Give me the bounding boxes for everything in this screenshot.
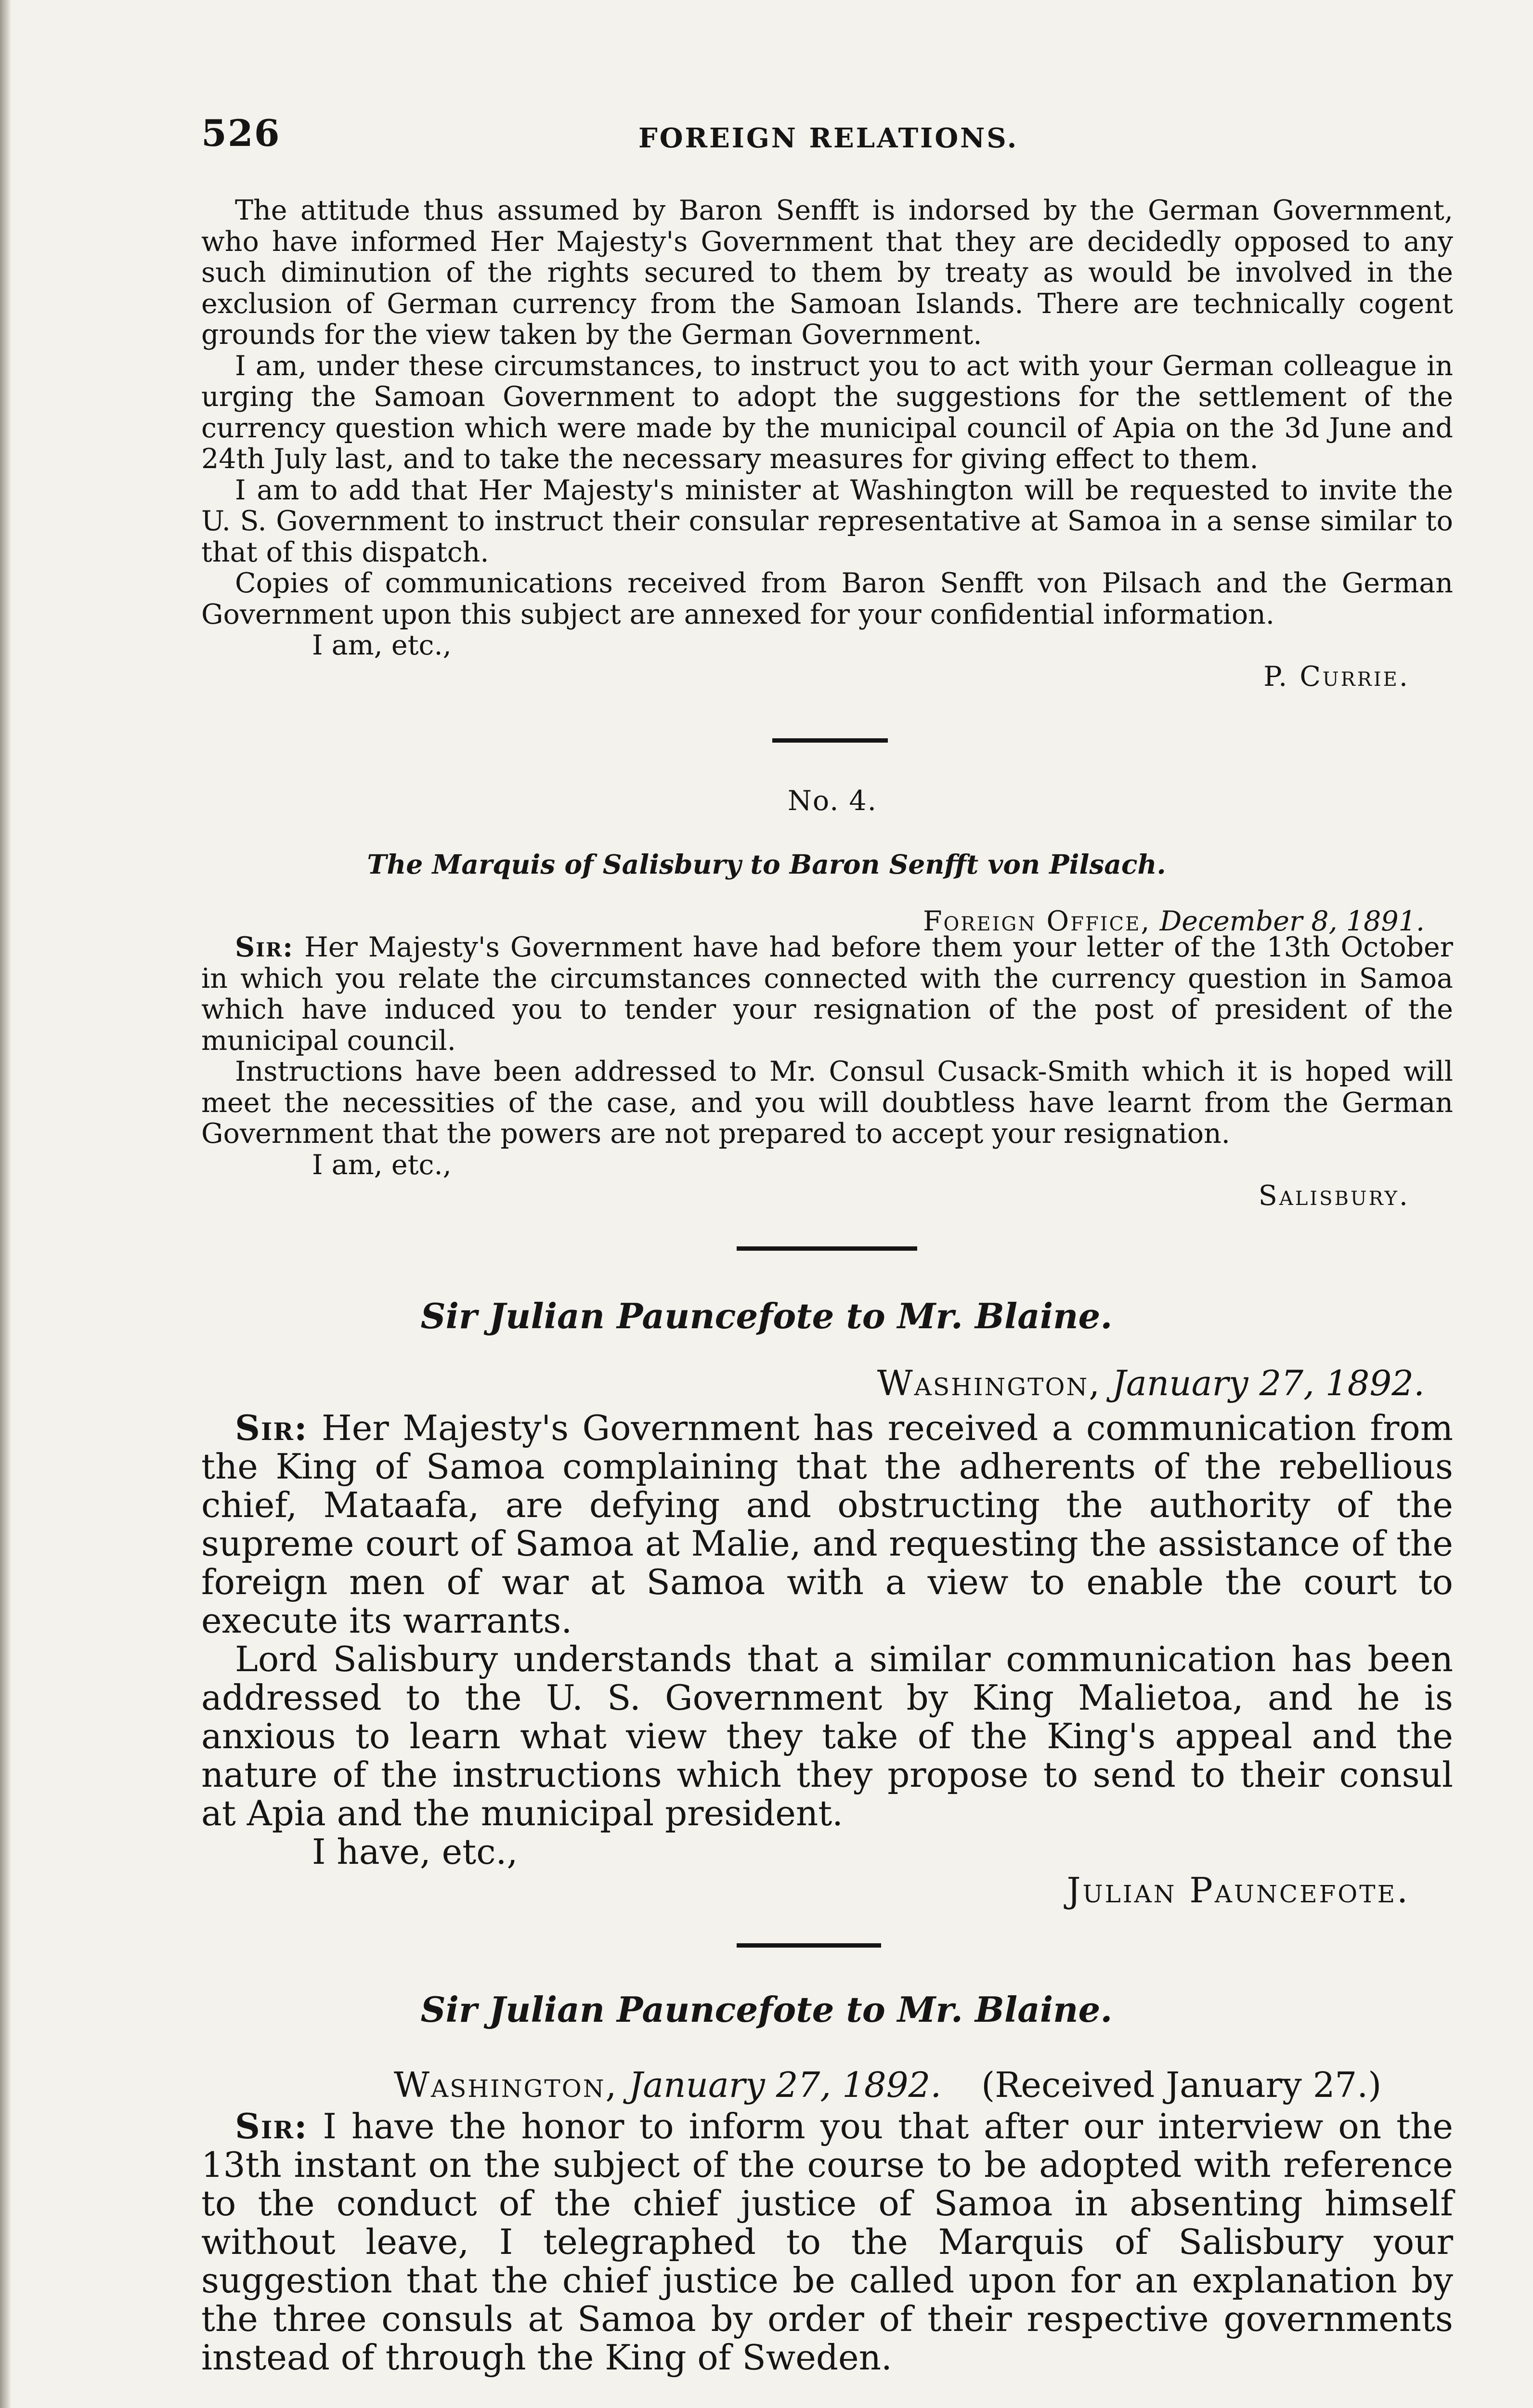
dateline-date: January 27, 1892. [629, 2065, 942, 2105]
document-number: No. 4. [788, 785, 877, 817]
letter-body [201, 2107, 1453, 2377]
letter-continuation [201, 195, 1453, 692]
dateline-place: Washington, [877, 1363, 1102, 1403]
paragraph [201, 2107, 1453, 2377]
dateline-place: Washington, [394, 2065, 618, 2105]
paragraph: Lord Salisbury understands that a similar communication has been addressed to the U. S. Government by King Malietoa, and he is anxious to learn what view they take of the King's appeal and the nature of the instructions which they propose to send to their consul at Apia and the municipal president. [201, 1639, 1453, 1833]
letter-heading: Sir Julian Pauncefote to Mr. Blaine. [420, 1989, 1113, 2030]
received-note: (Received January 27.) [981, 2065, 1382, 2105]
paragraph: I am to add that Her Majesty's minister at Washington will be requested to invite the U. S. Government to instruct their consular representative at Samoa in a sense similar to that of this dispatch. [201, 474, 1453, 568]
running-title: FOREIGN RELATIONS. [638, 122, 1019, 154]
page-number: 526 [201, 112, 281, 155]
paragraph [201, 1409, 1453, 1640]
salutation: Sir: [235, 931, 294, 963]
letter-heading: The Marquis of Salisbury to Baron Senfft von Pilsach. [367, 849, 1166, 880]
dateline-date: January 27, 1892. [1112, 1363, 1425, 1403]
closing: I am, etc., [312, 629, 452, 661]
dateline-date: December 8, 1891. [1159, 905, 1425, 937]
paragraph: The attitude thus assumed by Baron Senfft is indorsed by the German Government, who have informed Her Majesty's Government that they are decidedly opposed to any such diminution of the rights secured to them by treaty as would be involved in the exclusion of German currency from the Samoan Islands. There are technically cogent grounds for the view taken by the German Government. [201, 195, 1453, 351]
letter-body [201, 1409, 1453, 1910]
salutation: Sir: [235, 1407, 308, 1448]
paragraph [201, 932, 1453, 1056]
dateline-place: Foreign Office, [922, 905, 1151, 937]
closing: I am, etc., [312, 1149, 452, 1181]
paragraph-text: Her Majesty's Government have had before them your letter of the 13th October in which you relate the circumstances connected with the currency question in Samoa which have induced you to tender your resignation of the post of president of the municipal council. [201, 931, 1453, 1057]
signature: Salisbury. [1258, 1180, 1410, 1212]
section-divider [737, 1246, 917, 1251]
paragraph-text: Her Majesty's Government has received a communication from the King of Samoa complaining that the adherents of the rebellious chief, Mataafa, are defying and obstructing the authority of the supreme court of Samoa at Malie, and requesting the assistance of the foreign men of war at Samoa with a view to enable the court to execute its warrants. [201, 1408, 1454, 1641]
section-divider [772, 738, 888, 743]
paragraph: I am, under these circumstances, to instruct you to act with your German colleague in urging the Samoan Government to adopt the suggestions for the settlement of the currency question which were made by the municipal council of Apia on the 3d June and 24th July last, and to take the necessary measures for giving effect to them. [201, 350, 1453, 475]
closing: I have, etc., [312, 1832, 518, 1872]
salutation: Sir: [235, 2106, 308, 2146]
paragraph: Copies of communications received from Baron Senfft von Pilsach and the German Government upon this subject are annexed for your confidential information. [201, 567, 1453, 630]
signature: P. Currie. [1263, 660, 1410, 693]
section-divider [737, 1943, 881, 1948]
dateline [394, 2065, 1381, 2105]
dateline [877, 1363, 1425, 1403]
paragraph: Instructions have been addressed to Mr. Consul Cusack-Smith which it is hoped will meet the necessities of the case, and you will doubtless have learnt from the German Government that the powers are not prepared to accept your resignation. [201, 1056, 1453, 1150]
letter-heading: Sir Julian Pauncefote to Mr. Blaine. [420, 1296, 1113, 1336]
letter-body [201, 932, 1453, 1212]
signature: Julian Pauncefote. [1066, 1870, 1410, 1911]
page-left-shadow [0, 0, 12, 2408]
paragraph-text: I have the honor to inform you that after our interview on the 13th instant on the subject of the course to be adopted with reference to the conduct of the chief justice of Samoa in absenting himself without leave, I telegraphed to the Marquis of Salisbury your suggestion that the chief justice be called upon for an explanation by the three consuls at Samoa by order of their respective governments instead of through the King of Sweden. [201, 2106, 1453, 2378]
